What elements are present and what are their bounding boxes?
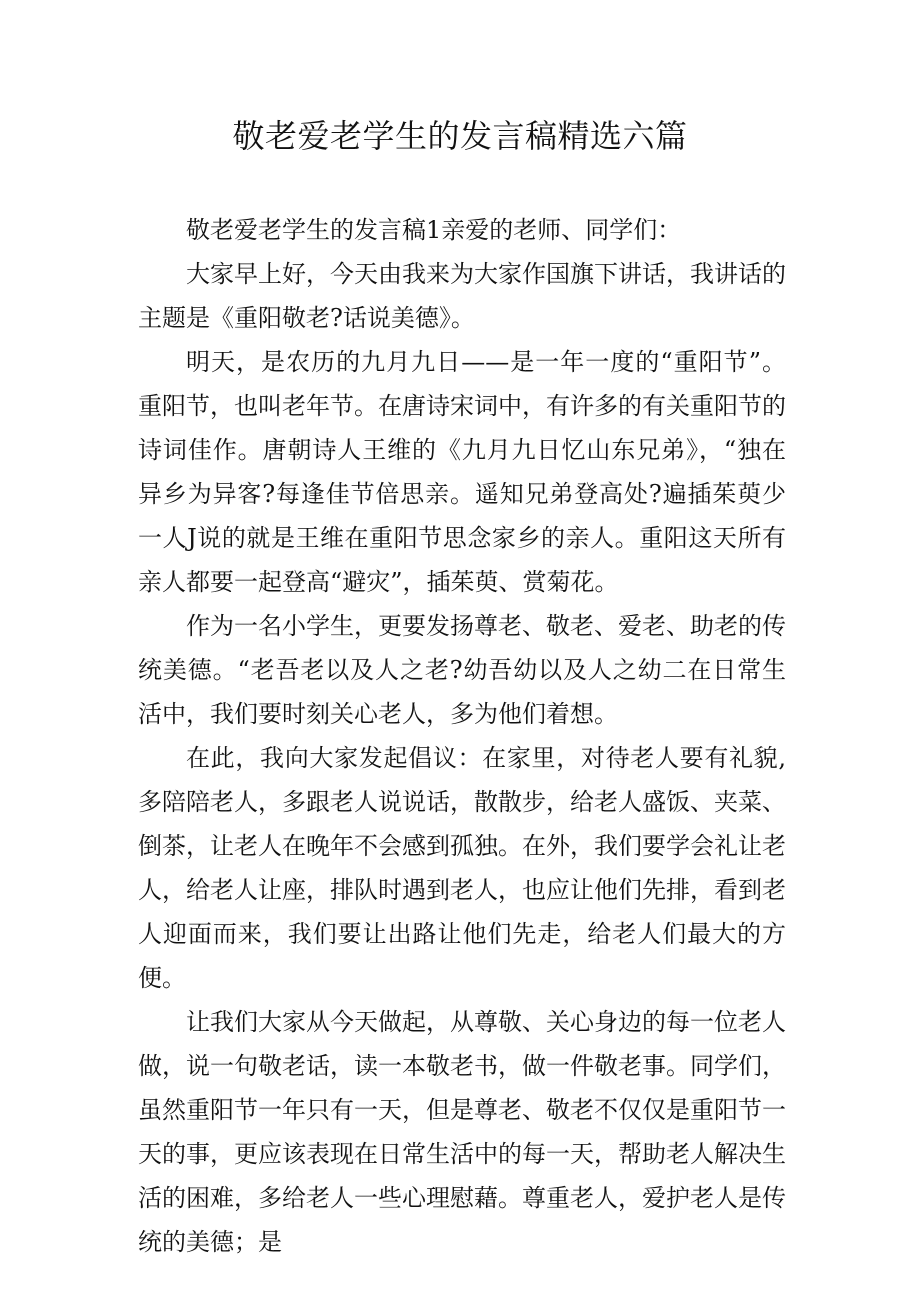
paragraph-2: 大家早上好，今天由我来为大家作国旗下讲话，我讲话的主题是《重阳敬老?话说美德》。	[138, 260, 786, 332]
paragraph-4: 作为一名小学生，更要发扬尊老、敬老、爱老、助老的传统美德。“老吾老以及人之老?幼吾幼以及人之幼二在日常生活中，我们要时刻关心老人，多为他们着想。	[138, 612, 786, 728]
paragraph-1: 敬老爱老学生的发言稿1亲爱的老师、同学们：	[186, 216, 682, 244]
document-body	[138, 208, 786, 1264]
document-title: 敬老爱老学生的发言稿精选六篇	[232, 117, 688, 155]
paragraph-6: 让我们大家从今天做起，从尊敬、关心身边的每一位老人做，说一句敬老话，读一本敬老书，做一件敬老事。同学们，虽然重阳节一年只有一天，但是尊老、敬老不仅仅是重阳节一天的事，更应该表现在日常生活中的每一天，帮助老人解决生活的困难，多给老人一些心理慰藉。尊重老人，爱护老人是传统的美德；是	[138, 1008, 786, 1256]
paragraph-3: 明天，是农历的九月九日——是一年一度的“重阳节”。重阳节，也叫老年节。在唐诗宋词中，有许多的有关重阳节的诗词佳作。唐朝诗人王维的《九月九日忆山东兄弟》，“独在异乡为异客?每逢佳节倍思亲。遥知兄弟登高处?遍插茱萸少一人J说的就是王维在重阳节思念家乡的亲人。重阳这天所有亲人都要一起登高“避灾”，插茱萸、赏菊花。	[138, 348, 786, 596]
paragraph-5: 在此，我向大家发起倡议：在家里，对待老人要有礼貌,多陪陪老人，多跟老人说说话，散散步，给老人盛饭、夹菜、倒茶，让老人在晚年不会感到孤独。在外，我们要学会礼让老人，给老人让座，排队时遇到老人，也应让他们先排，看到老人迎面而来，我们要让出路让他们先走，给老人们最大的方便。	[138, 744, 786, 992]
